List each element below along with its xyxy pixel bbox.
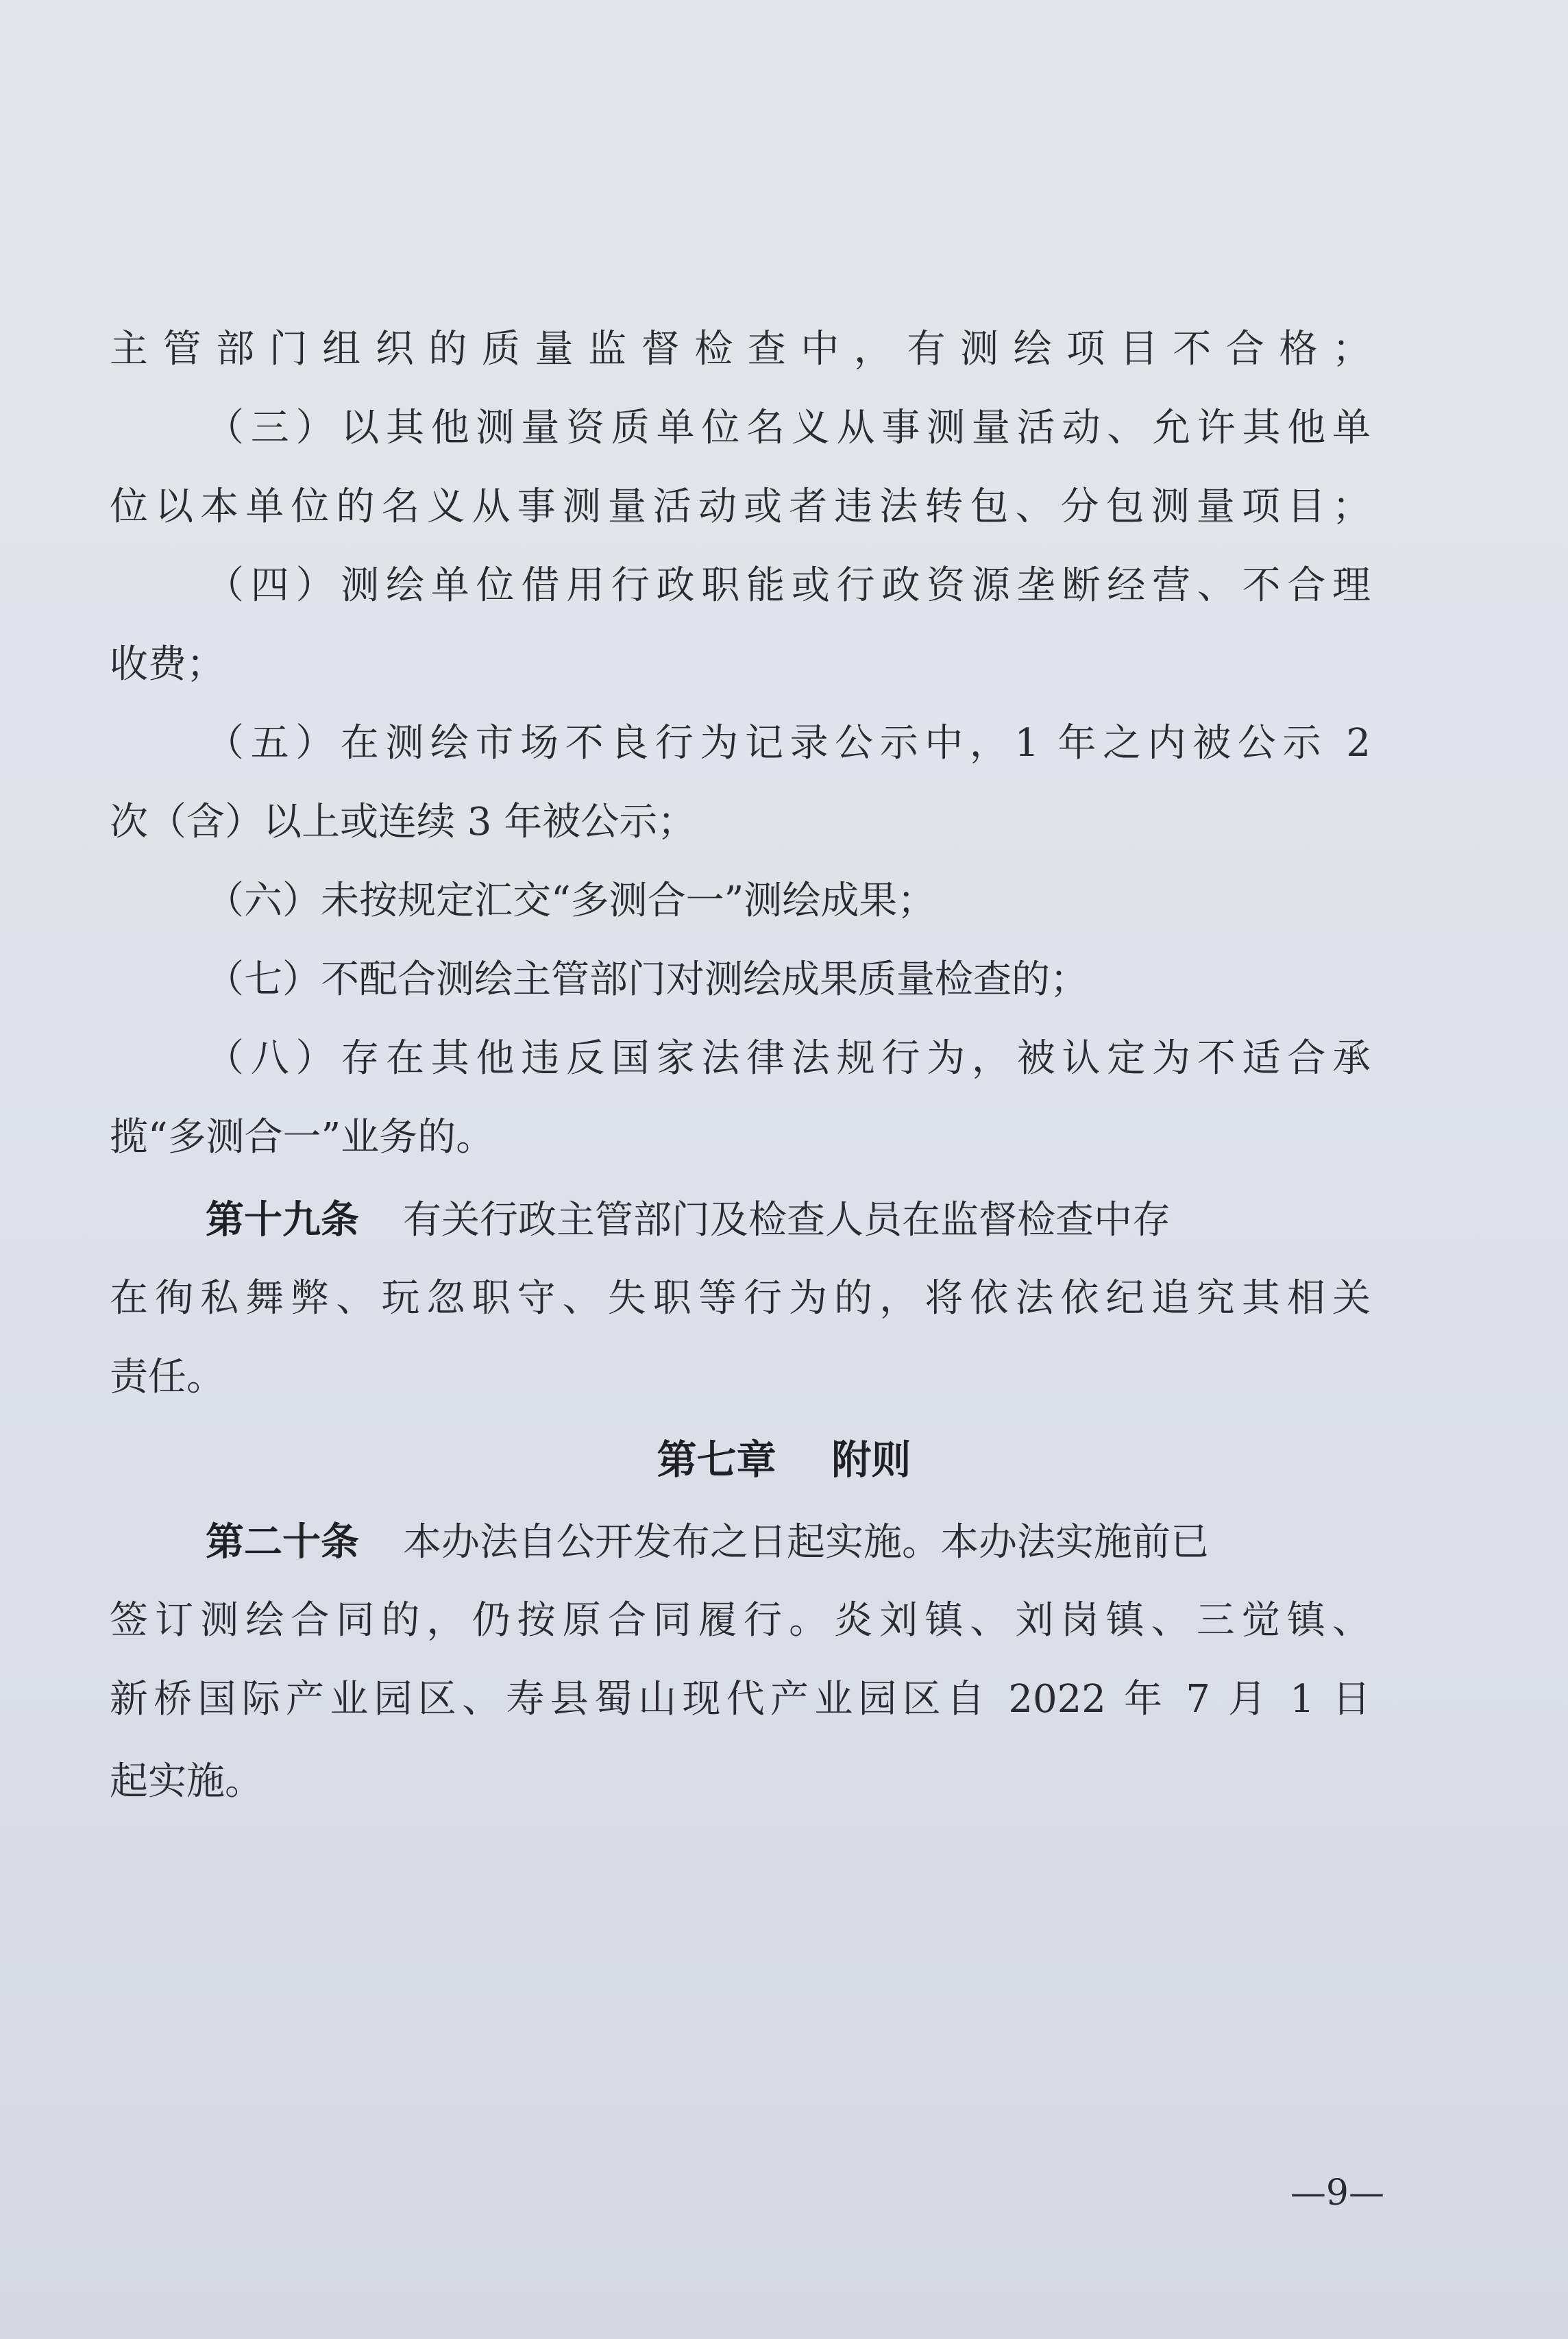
item-5-line-2: 次（含）以上或连续 3 年被公示； [110,800,696,844]
page-number: —9— [1290,2172,1384,2214]
article-19-line-3: 责任。 [110,1355,225,1399]
article-20-line-2: 签订测绘合同的，仍按原合同履行。炎刘镇、刘岗镇、三觉镇、 [110,1598,1371,1643]
item-7-line: （七）不配合测绘主管部门对测绘成果质量检查的； [206,957,1088,1002]
item-3-line-2: 位以本单位的名义从事测量活动或者违法转包、分包测量项目； [110,485,1371,529]
chapter-title: 第七章 附则 [657,1436,911,1483]
item-4-line-1: （四）测绘单位借用行政职能或行政资源垄断经营、不合理 [206,563,1371,608]
article-19-text-1: 有关行政主管部门及检查人员在监督检查中存 [403,1198,1171,1242]
article-20-line-3: 新桥国际产业园区、寿县蜀山现代产业园区自 2022 年 7 月 1 日 [110,1677,1371,1722]
article-19-label: 第十九条 [206,1197,359,1242]
item-3-line-1: （三）以其他测量资质单位名义从事测量活动、允许其他单 [206,406,1371,450]
item-8-line-2: 揽“多测合一”业务的。 [110,1115,495,1160]
item-5-line-1: （五）在测绘市场不良行为记录公示中，1 年之内被公示 2 [206,721,1371,766]
item-6-line: （六）未按规定汇交“多测合一”测绘成果； [206,879,936,923]
article-20-text-1: 本办法自公开发布之日起实施。本办法实施前已 [403,1520,1209,1565]
body-line-1: 主管部门组织的质量监督检查中，有测绘项目不合格； [110,327,1371,371]
article-20-label: 第二十条 [206,1519,359,1565]
item-4-line-2: 收费； [110,642,225,687]
item-8-line-1: （八）存在其他违反国家法律法规行为，被认定为不适合承 [206,1036,1371,1081]
article-20-line-1 [206,1511,1371,1573]
article-20-line-4: 起实施。 [110,1759,263,1804]
article-19-line-2: 在徇私舞弊、玩忽职守、失职等行为的，将依法依纪追究其相关 [110,1276,1371,1321]
article-19-line-1 [206,1189,1371,1251]
